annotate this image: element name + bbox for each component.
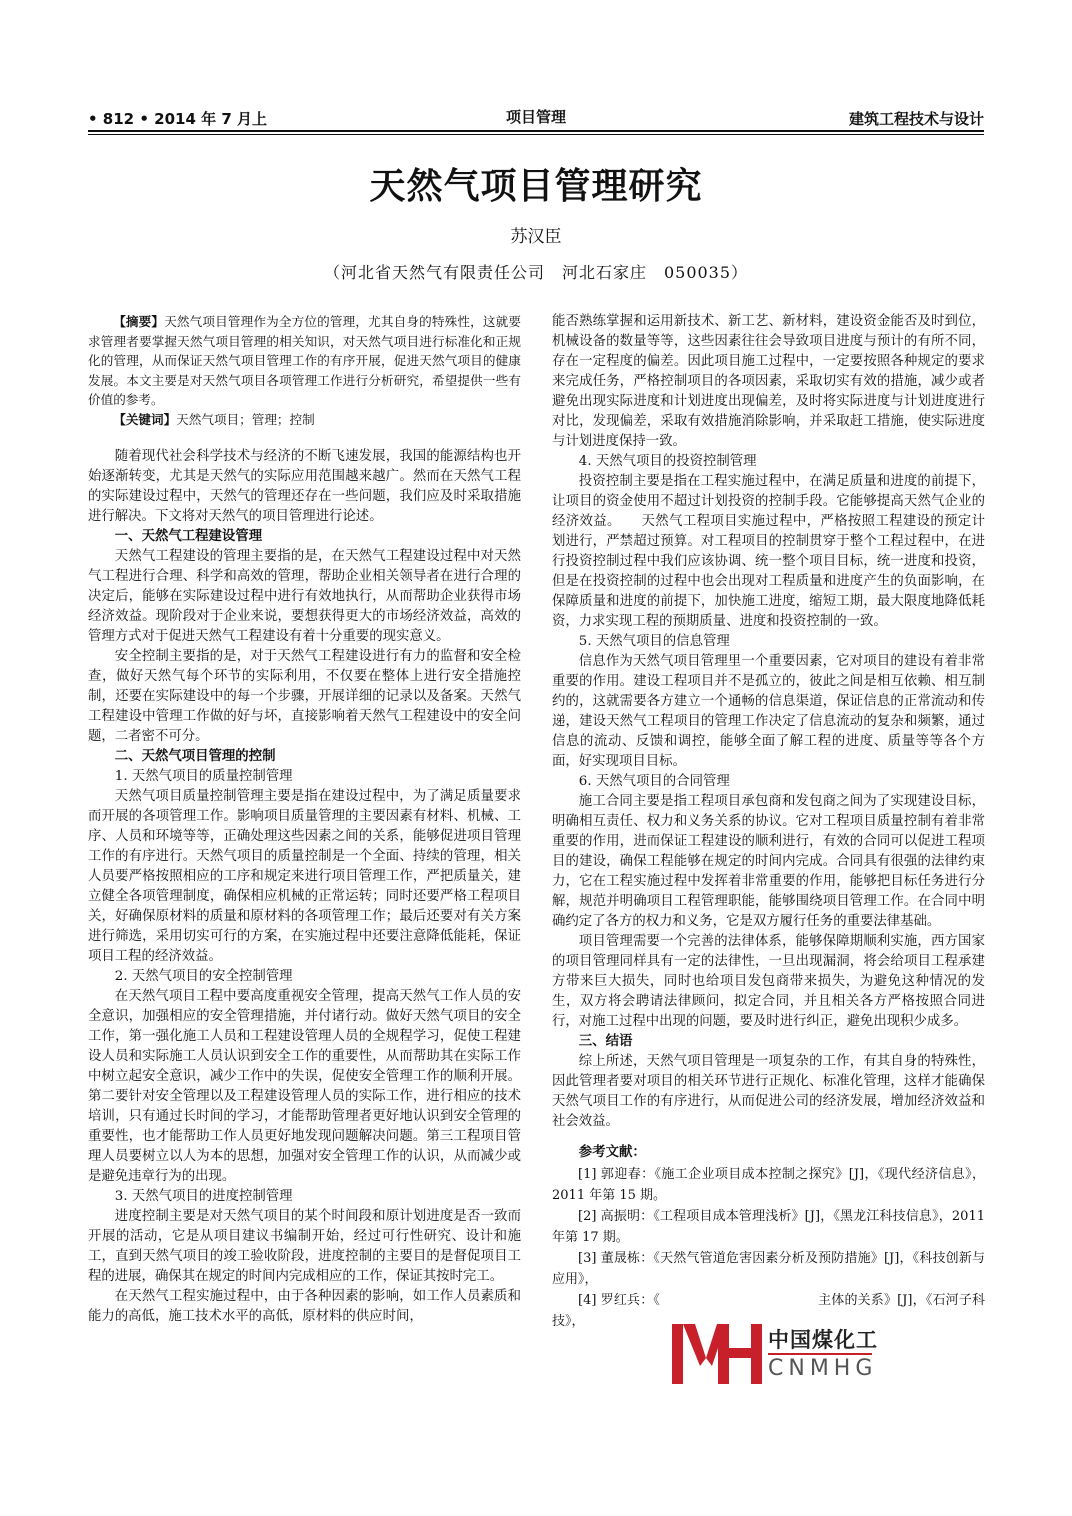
subsection-heading-6: 6. 天然气项目的合同管理 (578, 774, 730, 789)
subsection-heading-3: 3. 天然气项目的进度控制管理 (114, 1189, 293, 1204)
keywords-text: 天然气项目；管理；控制 (176, 411, 315, 427)
section-heading-3: 三、结语 (578, 1034, 633, 1049)
left-column (88, 312, 521, 1327)
paragraph: 综上所述，天然气项目管理是一项复杂的工作，有其自身的特殊性，因此管理者要对项目的相关环节进行正规化、标准化管理，这样才能确保天然气项目工作的有序进行，从而促进公司的经济发展，增加经济效益和社会效益。 (552, 1054, 985, 1129)
subsection-heading-2: 2. 天然气项目的安全控制管理 (114, 969, 293, 984)
reference-item: [3] 董晟栋：《天然气管道危害因素分析及预防措施》[J]，《科技创新与应用》， (552, 1251, 985, 1287)
section-heading-1: 一、天然气工程建设管理 (114, 529, 263, 544)
intro-paragraph: 随着现代社会科学技术与经济的不断飞速发展，我国的能源结构也开始逐渐转变，尤其是天然气的实际应用范围越来越广。然而在天然气工程的实际建设过程中，天然气的管理还存在一些问题，我们应及时采取措施进行解决。下文将对天然气的项目管理进行论述。 (88, 449, 521, 524)
paragraph: 在天然气工程实施过程中，由于各种因素的影响，如工作人员素质和能力的高低，施工技术水平的高低，原材料的供应时间， (88, 1289, 521, 1324)
header-journal: 建筑工程技术与设计 (848, 110, 984, 128)
reference-item: [4] 罗红兵：《 主体的关系》[J]，《石河子科技》， (552, 1293, 985, 1329)
header-section: 项目管理 (505, 108, 566, 126)
paragraph: 进度控制主要是对天然气项目的某个时间段和原计划进度是否一致而开展的活动，它是从项目建议书编制开始，经过可行性研究、设计和施工，直到天然气项目的竣工验收阶段，进度控制的主要目的是督促项目工程的进展，确保其在规定的时间内完成相应的工作，保证其按时完工。 (88, 1209, 521, 1284)
abstract (88, 312, 521, 410)
paragraph: 天然气工程建设的管理主要指的是，在天然气工程建设过程中对天然气工程进行合理、科学和高效的管理，帮助企业相关领导者在进行合理的决定后，能够在实际建设过程中进行有效地执行，从而帮助企业获得市场经济效益。现阶段对于企业来说，要想获得更大的市场经济效益，高效的管理方式对于促进天然气工程建设有着十分重要的现实意义。 (88, 549, 521, 644)
watermark-logo (668, 1318, 880, 1390)
paragraph: 天然气项目质量控制管理主要是指在建设过程中，为了满足质量要求而开展的各项管理工作。影响项目质量管理的主要因素有材料、机械、工序、人员和环境等等，正确处理这些因素之间的关系，能够促进项目管理工作的有序进行。天然气项目的质量控制是一个全面、持续的管理，相关人员要严格按照相应的工序和规定来进行项目管理工作，严把质量关，建立健全各项管理制度，确保相应机械的正常运转；同时还要严格工程项目关，好确保原材料的质量和原材料的各项管理工作；最后还要对有关方案进行筛选，采用切实可行的方案，在实施过程中还要注意降低能耗，保证项目工程的经济效益。 (88, 789, 521, 964)
header-rule-thin (88, 134, 984, 135)
author: 苏汉臣 (510, 227, 562, 247)
watermark-mh-icon (668, 1318, 768, 1390)
abstract-text: 天然气项目管理作为全方位的管理，尤其自身的特殊性，这就要求管理者要掌握天然气项目管理的相关知识，对天然气项目进行标准化和正规化的管理，从而保证天然气项目管理工作的有序开展，促进天然气项目的健康发展。本文主要是对天然气项目各项管理工作进行分析研究，希望提供一些有价值的参考。 (88, 314, 522, 407)
paragraph: 投资控制主要是指在工程实施过程中，在满足质量和进度的前提下，让项目的资金使用不超过计划投资的控制手段。它能够提高天然气企业的经济效益。 天然气工程项目实施过程中，严格按照工程建设的预定计划进行，严禁超过预算。对工程项目的控制贯穿于整个工程过程中，在进行投资控制过程中我们应该协调、统一整个项目目标，统一进度和投资，但是在投资控制的过程中也会出现对工程质量和进度产生的负面影响，在保障质量和进度的前提下，加快施工进度，缩短工期，最大限度地降低耗资，力求实现工程的预期质量、进度和投资控制的一致。 (552, 474, 985, 629)
paragraph: 项目管理需要一个完善的法律体系，能够保障期顺利实施，西方国家的项目管理同样具有一定的法律性，一旦出现漏洞，将会给项目工程承建方带来巨大损失，同时也给项目发包商带来损失，为避免这种情况的发生，双方将会聘请法律顾问，拟定合同，并且相关各方严格按照合同进行，对施工过程中出现的问题，要及时进行纠正，避免出现积少成多。 (552, 934, 985, 1029)
subsection-heading-1: 1. 天然气项目的质量控制管理 (114, 769, 293, 784)
reference-item: [2] 高振明：《工程项目成本管理浅析》[J]，《黑龙江科技信息》，2011 年第 17 期。 (552, 1209, 985, 1245)
spacer (88, 429, 521, 447)
references-heading: 参考文献： (578, 1145, 646, 1160)
watermark-divider (768, 1353, 872, 1355)
header-rule (88, 130, 984, 132)
paper-title: 天然气项目管理研究 (369, 166, 703, 207)
paragraph: 信息作为天然气项目管理里一个重要因素，它对项目的建设有着非常重要的作用。建设工程项目并不是孤立的，彼此之间是相互依赖、相互制约的，这就需要各方建立一个通畅的信息渠道，保证信息的正常流动和传递，建设天然气工程项目的管理工作决定了信息流动的复杂和频繁，通过信息的流动、反馈和调控，能够全面了解工程的进度、质量等等各个方面，好实现项目目标。 (552, 654, 985, 769)
right-column (552, 312, 985, 1332)
paragraph: 施工合同主要是指工程项目承包商和发包商之间为了实现建设目标，明确相互责任、权力和义务关系的协议。它对工程项目质量控制有着非常重要的作用，进而保证工程建设的顺利进行，有效的合同可以促进工程项目的建设，确保工程能够在规定的时间内完成。合同具有很强的法律约束力，它在工程实施过程中发挥着非常重要的作用，能够把目标任务进行分解，规范并明确项目工程管理职能，能够围绕项目管理工作。在合同中明确约定了各方的权力和义务，它是双方履行任务的重要法律基础。 (552, 794, 985, 929)
abstract-label: 【摘要】 (113, 314, 165, 329)
keywords (88, 410, 521, 430)
reference-item: [1] 郭迎春：《施工企业项目成本控制之探究》[J]，《现代经济信息》，2011 年第 15 期。 (552, 1167, 985, 1203)
paragraph: 安全控制主要指的是，对于天然气工程建设进行有力的监督和安全检查，做好天然气每个环节的实际利用，不仅要在整体上进行安全措施控制，还要在实际建设中的每一个步骤，开展详细的记录以及备案。天然气工程建设中管理工作做的好与坏，直接影响着天然气工程建设中的安全问题，二者密不可分。 (88, 649, 521, 744)
subsection-heading-4: 4. 天然气项目的投资控制管理 (578, 454, 757, 469)
watermark-en-text: CNMHG (768, 1356, 878, 1381)
affiliation: （河北省天然气有限责任公司 河北石家庄 050035） (323, 263, 749, 282)
paragraph: 在天然气项目工程中要高度重视安全管理，提高天然气工作人员的安全意识，加强相应的安全管理措施，并付诸行动。做好天然气项目的安全工作，第一强化施工人员和工程建设管理人员的全规程学习，促使工程建设人员和实际施工人员认识到安全工作的重要性，从而帮助其在实际工作中树立起安全意识，减少工作中的失误，促使安全管理工作的顺利开展。第二要针对安全管理以及工程建设管理人员的实际工作，进行相应的技术培训，只有通过长时间的学习，才能帮助管理者更好地认识到安全管理的重要性，也才能帮助工作人员更好地发现问题解决问题。第三工程项目管理人员要树立以人为本的思想，加强对安全管理工作的认识，从而减少或是避免违章行为的出现。 (88, 989, 521, 1184)
subsection-heading-5: 5. 天然气项目的信息管理 (578, 634, 730, 649)
header-page-date: • 812 • 2014 年 7 月上 (88, 110, 268, 128)
section-heading-2: 二、天然气项目管理的控制 (114, 749, 276, 764)
continued-paragraph: 能否熟练掌握和运用新技术、新工艺、新材料，建设资金能否及时到位，机械设备的数量等等，这些因素往往会导致项目进度与预计的有所不同，存在一定程度的偏差。因此项目施工过程中，一定要按照各种规定的要求来完成任务，严格控制项目的各项因素，采取切实有效的措施，减少或者避免出现实际进度和计划进度出现偏差，及时将实际进度与计划进度进行对比，发现偏差，采取有效措施消除影响，并采取赶工措施，使实际进度与计划进度保持一致。 (552, 314, 985, 449)
watermark-cn-text: 中国煤化工 (768, 1328, 878, 1352)
keywords-label: 【关键词】 (113, 411, 177, 427)
running-header (88, 108, 984, 130)
